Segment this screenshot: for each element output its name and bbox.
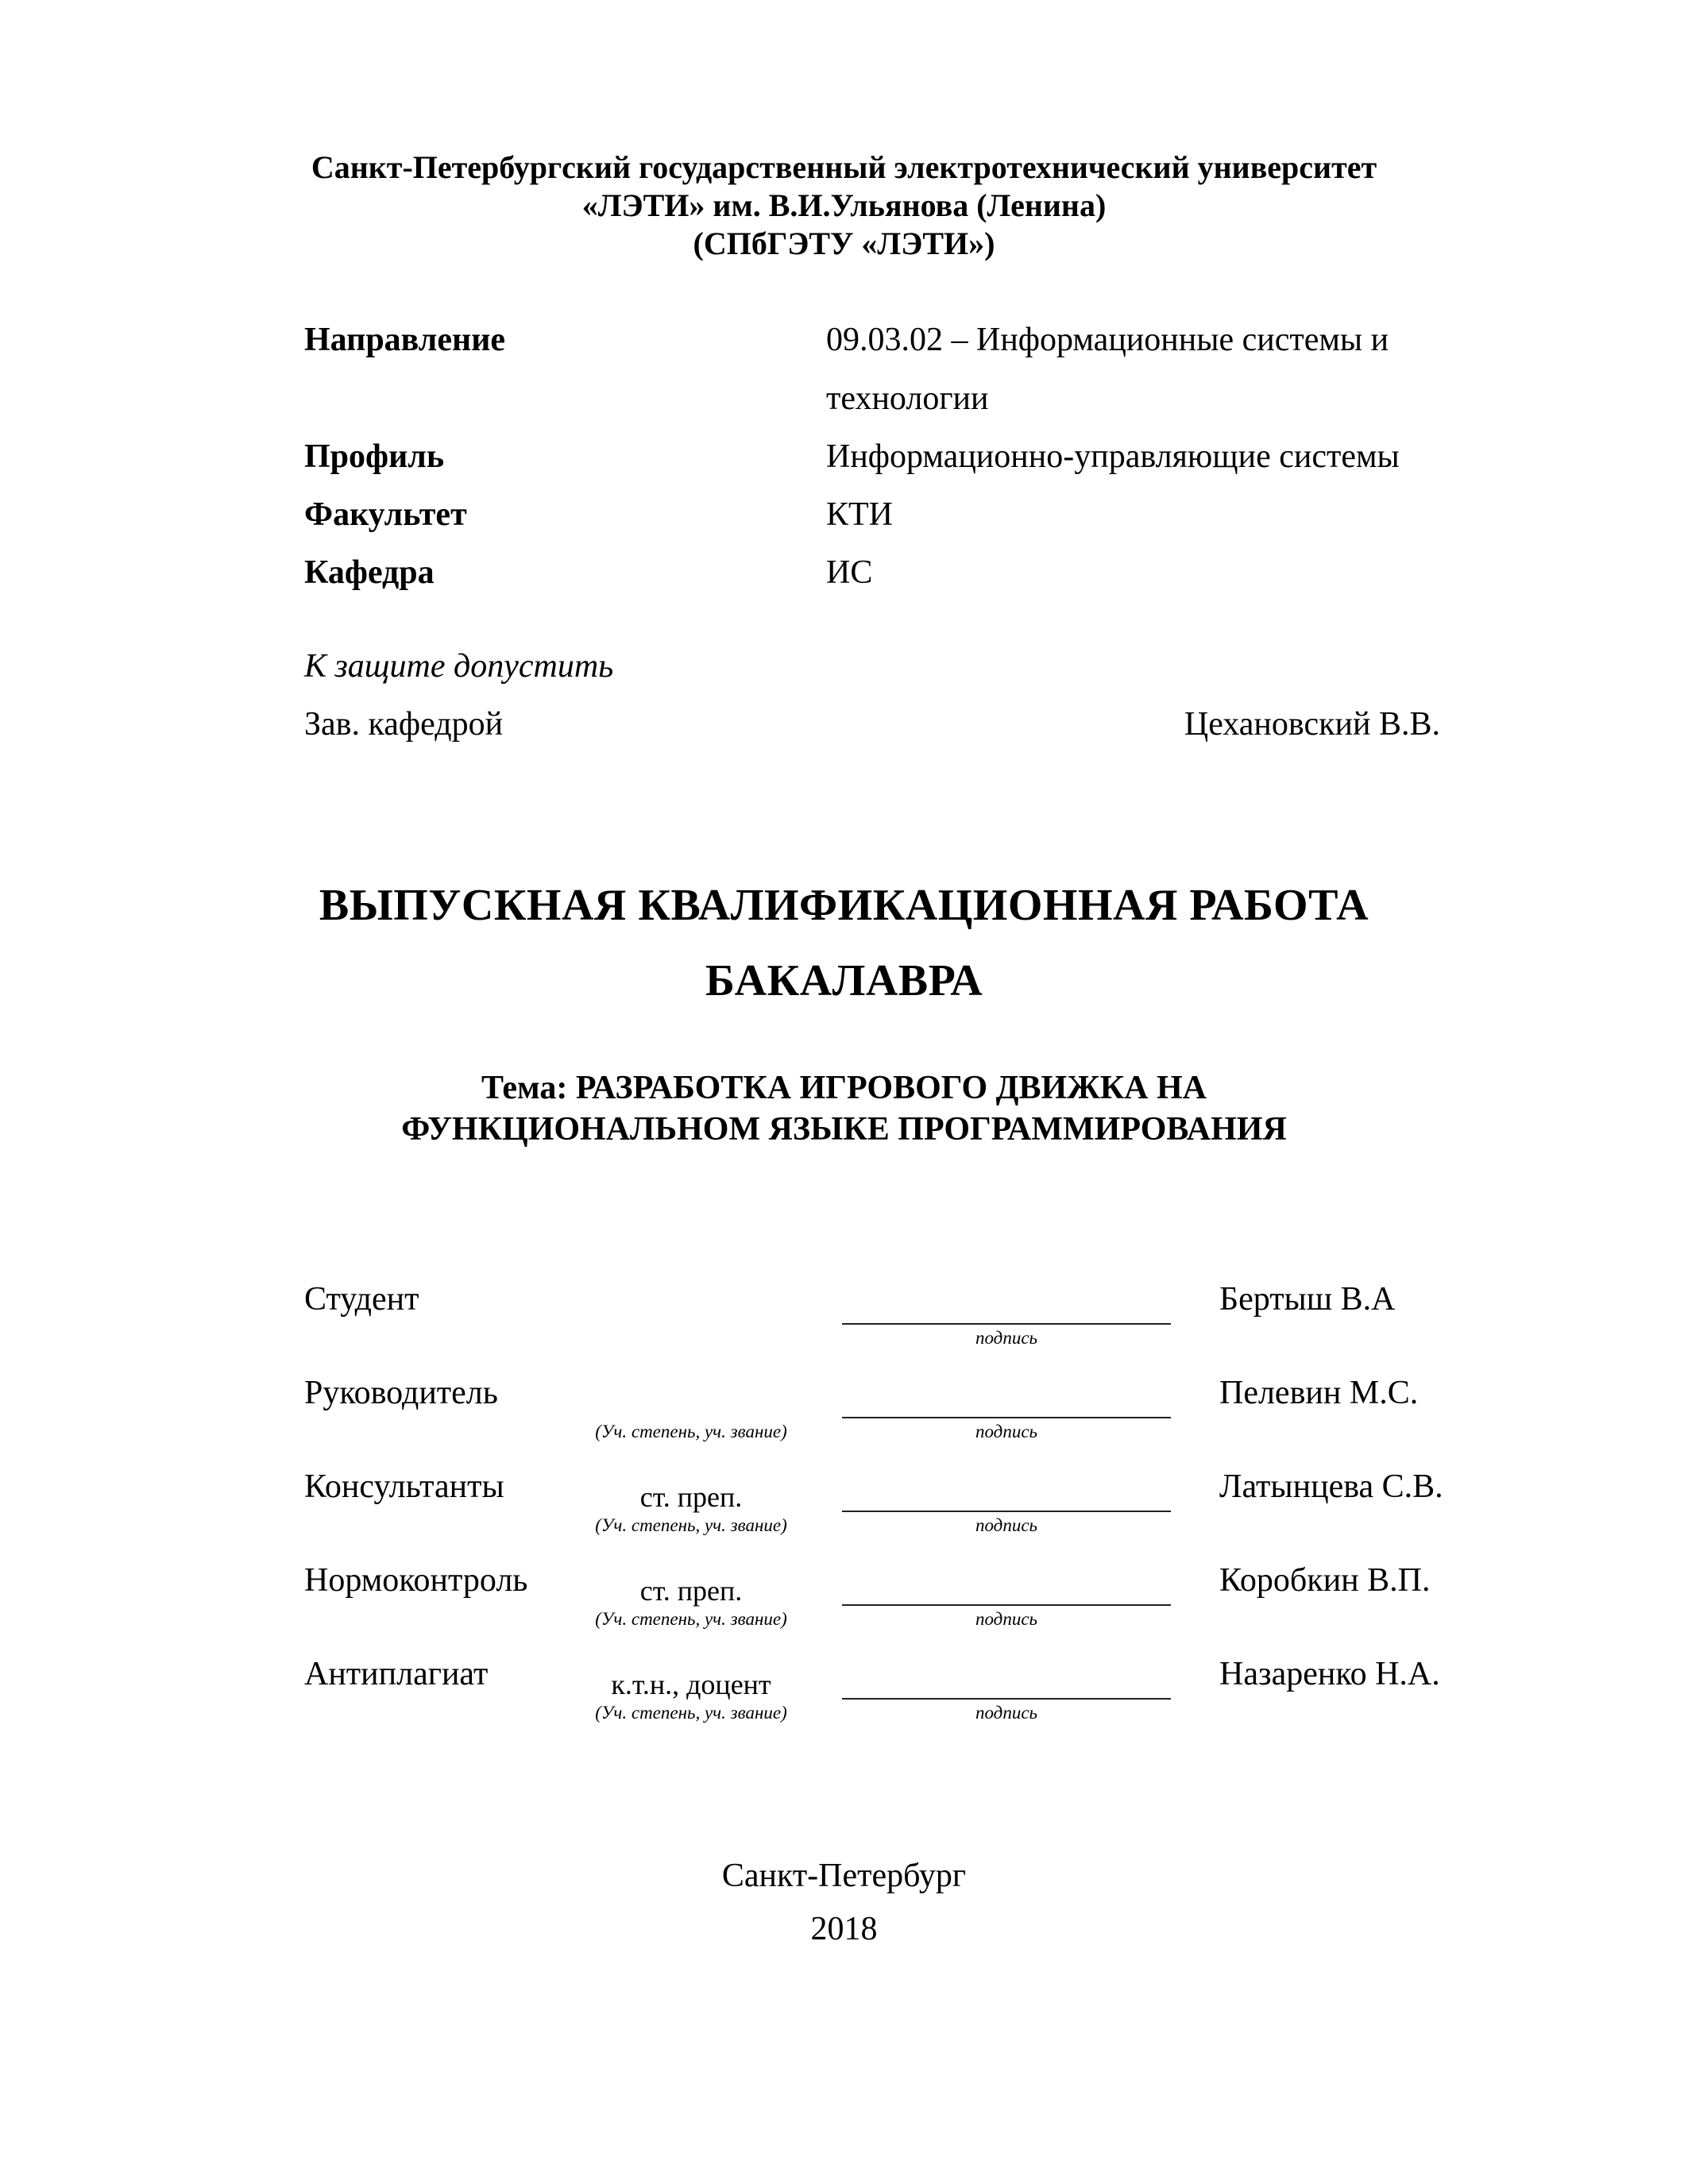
signature-caption: подпись — [975, 1515, 1037, 1535]
faculty-value: КТИ — [826, 496, 893, 533]
topic-line2: ФУНКЦИОНАЛЬНОМ ЯЗЫКЕ ПРОГРАММИРОВАНИЯ — [401, 1111, 1287, 1148]
academic-degree: ст. преп. — [639, 1575, 743, 1607]
title-line1: ВЫПУСКНАЯ КВАЛИФИКАЦИОННАЯ РАБОТА — [319, 881, 1369, 930]
university-name-line2: «ЛЭТИ» им. В.И.Ульянова (Ленина) — [581, 187, 1107, 223]
signature-caption: подпись — [975, 1609, 1037, 1629]
direction-label: Направление — [304, 322, 506, 358]
degree-caption: (Уч. степень, уч. звание) — [595, 1515, 787, 1535]
degree-caption: (Уч. степень, уч. звание) — [595, 1609, 787, 1629]
profile-label: Профиль — [304, 438, 445, 475]
signature-line — [842, 1417, 1171, 1418]
signature-line — [842, 1698, 1171, 1700]
direction-value-line1: 09.03.02 – Информационные системы и — [826, 322, 1389, 358]
person-name: Коробкин В.П. — [1219, 1562, 1431, 1599]
signature-caption: подпись — [975, 1328, 1037, 1348]
signature-line — [842, 1511, 1171, 1512]
head-of-department-name: Цехановский В.В. — [1184, 706, 1440, 743]
profile-value: Информационно-управляющие системы — [826, 438, 1400, 475]
academic-degree: ст. преп. — [639, 1481, 743, 1513]
signature-line — [842, 1604, 1171, 1606]
faculty-label: Факультет — [304, 496, 467, 533]
title-line2: БАКАЛАВРА — [705, 956, 983, 1005]
person-name: Пелевин М.С. — [1219, 1375, 1419, 1411]
university-name-line1: Санкт-Петербургский государственный электротехнический университет — [311, 149, 1377, 185]
department-label: Кафедра — [304, 554, 435, 591]
direction-value-line2: технологии — [826, 380, 989, 417]
admit-to-defense-text: К защите допустить — [304, 648, 614, 685]
degree-caption: (Уч. степень, уч. звание) — [595, 1422, 787, 1441]
person-name: Бертыш В.А — [1219, 1281, 1396, 1318]
role-label: Консультанты — [304, 1468, 504, 1505]
signature-caption: подпись — [975, 1703, 1037, 1723]
role-label: Нормоконтроль — [304, 1562, 528, 1599]
head-of-department-label: Зав. кафедрой — [304, 706, 504, 743]
year: 2018 — [810, 1911, 878, 1947]
signature-caption: подпись — [975, 1422, 1037, 1441]
person-name: Назаренко Н.А. — [1219, 1656, 1440, 1692]
academic-degree: к.т.н., доцент — [611, 1669, 771, 1700]
topic-line1: Тема: РАЗРАБОТКА ИГРОВОГО ДВИЖКА НА — [481, 1070, 1207, 1106]
role-label: Антиплагиат — [304, 1656, 489, 1692]
degree-caption: (Уч. степень, уч. звание) — [595, 1703, 787, 1723]
role-label: Руководитель — [304, 1375, 498, 1411]
city: Санкт-Петербург — [721, 1858, 967, 1894]
signature-line — [842, 1323, 1171, 1325]
person-name: Латынцева С.В. — [1219, 1468, 1443, 1505]
department-value: ИС — [826, 554, 873, 591]
role-label: Студент — [304, 1281, 419, 1318]
university-abbreviation: (СПбГЭТУ «ЛЭТИ») — [693, 226, 995, 261]
